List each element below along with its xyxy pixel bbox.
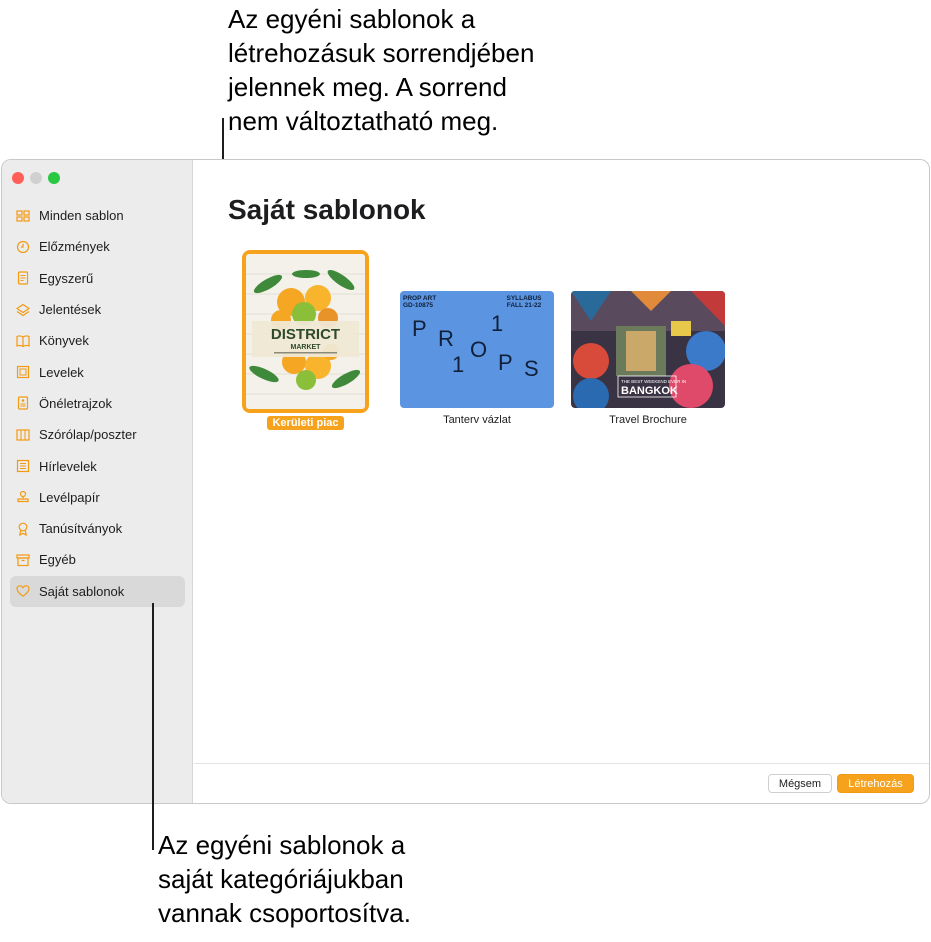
sidebar-item-label: Levelek: [39, 364, 84, 380]
all-templates-icon: [16, 209, 30, 223]
sidebar-item-label: Egyéb: [39, 552, 76, 568]
sidebar-item-newsletters[interactable]: [10, 450, 185, 481]
sidebar-item-label: Önéletrajzok: [39, 395, 112, 411]
sidebar-item-label: Jelentések: [39, 302, 102, 318]
svg-text:P: P: [412, 316, 427, 341]
template-thumbnail: [246, 254, 365, 409]
thumb-title-text: DISTRICT: [270, 326, 341, 343]
report-icon: [16, 303, 30, 317]
sidebar-item-reports[interactable]: [10, 294, 185, 325]
callout-bottom: Az egyéni sablonok a saját kategóriájukban vannak csoportosítva.: [158, 830, 411, 928]
page-title: Saját sablonok: [228, 194, 426, 225]
stamp-icon: [16, 490, 30, 504]
sidebar-nav: [10, 200, 185, 607]
template-label: Travel Brochure: [609, 414, 687, 426]
sidebar-item-all-templates[interactable]: [10, 200, 185, 231]
sidebar-item-label: Könyvek: [39, 333, 89, 349]
sidebar-item-label: Saját sablonok: [39, 583, 125, 599]
thumb-subtitle-text: MARKET: [290, 344, 321, 351]
sidebar-item-stationery[interactable]: [10, 482, 185, 513]
archive-icon: [16, 553, 30, 567]
sidebar-item-label: Szórólap/poszter: [39, 427, 137, 443]
footer-divider: [194, 763, 929, 764]
create-button[interactable]: Létrehozás: [837, 774, 914, 793]
sidebar-item-my-templates[interactable]: [10, 576, 185, 607]
thumb-syllabus-text: SYLLABUS: [506, 295, 542, 302]
sidebar-item-label: Hírlevelek: [39, 458, 97, 474]
svg-text:1: 1: [452, 352, 465, 377]
template-label: Tanterv vázlat: [443, 414, 511, 426]
letter-icon: [16, 365, 30, 379]
clock-icon: [16, 240, 30, 254]
template-thumbnail: [571, 291, 725, 408]
zoom-window-button[interactable]: [48, 172, 60, 184]
svg-text:R: R: [438, 326, 454, 351]
sidebar-item-label: Egyszerű: [39, 270, 94, 286]
ribbon-icon: [16, 522, 30, 536]
template-chooser-window: [1, 159, 930, 804]
poster-icon: [16, 428, 30, 442]
template-label-wrap: [246, 410, 365, 431]
newsletter-icon: [16, 459, 30, 473]
template-travel-brochure[interactable]: [571, 291, 725, 428]
sidebar-item-label: Előzmények: [39, 239, 110, 255]
template-gallery: [194, 160, 929, 803]
thumb-kicker-text: THE BEST WEEKEND EVER IN: [621, 379, 687, 384]
sidebar-item-certificates[interactable]: [10, 513, 185, 544]
thumb-course-code-text: GD-10875: [403, 302, 433, 309]
sidebar-item-basic[interactable]: [10, 263, 185, 294]
svg-text:O: O: [470, 337, 488, 362]
leader-line-bottom: [152, 603, 154, 850]
thumb-course-text: PROP ART: [403, 295, 437, 302]
thumb-city-text: BANGKOK: [621, 385, 678, 397]
template-thumbnail: [400, 291, 554, 408]
minimize-window-button[interactable]: [30, 172, 42, 184]
svg-text:S: S: [524, 356, 539, 381]
sidebar-item-miscellaneous[interactable]: [10, 544, 185, 575]
sidebar: [2, 160, 193, 803]
sidebar-item-letters[interactable]: [10, 356, 185, 387]
sidebar-item-label: Minden sablon: [39, 208, 124, 224]
svg-text:P: P: [498, 350, 513, 375]
close-window-button[interactable]: [12, 172, 24, 184]
book-icon: [16, 334, 30, 348]
sidebar-item-books[interactable]: [10, 325, 185, 356]
template-syllabus-draft[interactable]: [400, 291, 554, 428]
template-district-market[interactable]: [246, 254, 365, 409]
cancel-button[interactable]: Mégsem: [768, 774, 832, 793]
template-label: Kerületi piac: [267, 416, 343, 430]
svg-text:1: 1: [491, 311, 504, 336]
thumb-term-text: FALL 21-22: [506, 302, 542, 309]
sidebar-item-flyers-posters[interactable]: [10, 419, 185, 450]
resume-icon: [16, 396, 30, 410]
sidebar-item-label: Tanúsítványok: [39, 521, 123, 537]
sidebar-item-label: Levélpapír: [39, 489, 100, 505]
sidebar-item-recents[interactable]: [10, 231, 185, 262]
heart-icon: [16, 584, 30, 598]
document-icon: [16, 271, 30, 285]
sidebar-item-resumes[interactable]: [10, 388, 185, 419]
callout-top: Az egyéni sablonok a létrehozásuk sorrendjében jelennek meg. A sorrend nem változtatható meg.: [228, 4, 535, 136]
